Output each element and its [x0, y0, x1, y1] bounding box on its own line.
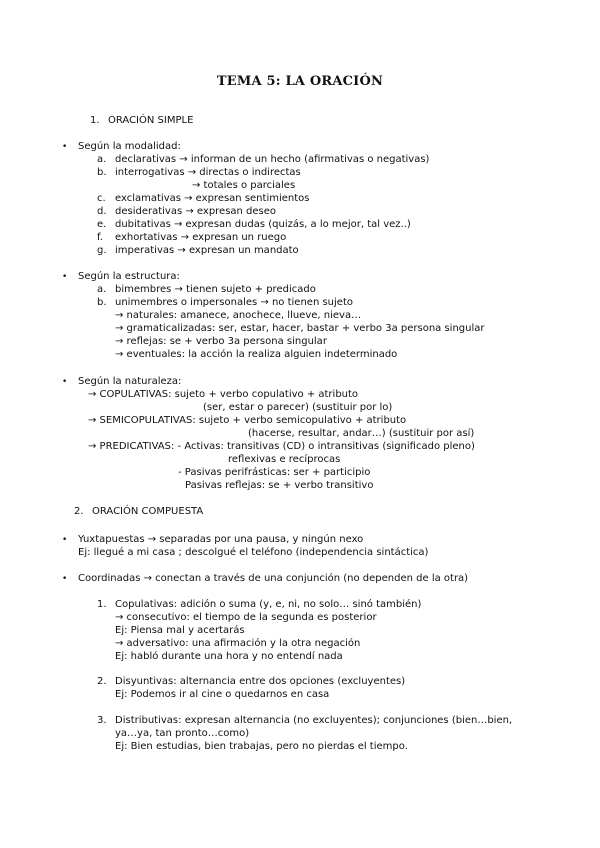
coordinadas-line: → adversativo: una afirmación y la otra negación [115, 638, 361, 649]
section1-heading: ORACIÓN SIMPLE [108, 115, 194, 126]
coordinadas-label: Coordinadas → conectan a través de una conjunción (no dependen de la otra) [78, 573, 469, 584]
coordinadas-line: Ej: Bien estudias, bien trabajas, pero no pierdas el tiempo. [115, 741, 408, 752]
list-letter: g. [97, 245, 107, 256]
yuxtapuestas-label: Yuxtapuestas → separadas por una pausa, y ningún nexo [78, 534, 364, 545]
sub-item: → reflejas: se + verbo 3a persona singular [115, 336, 327, 347]
list-letter: f. [97, 232, 103, 243]
sub-item: → eventuales: la acción la realiza alguien indeterminado [115, 349, 398, 360]
sub-item: → gramaticalizadas: ser, estar, hacer, bastar + verbo 3a persona singular [115, 323, 485, 334]
sub-item: → naturales: amanece, anochece, llueve, nieva… [115, 310, 362, 321]
coordinadas-line: Distributivas: expresan alternancia (no excluyentes); conjunciones (bien…bien, [115, 715, 513, 726]
list-item: unimembres o impersonales → no tienen sujeto [115, 297, 353, 308]
coordinadas-line: Copulativas: adición o suma (y, e, ni, no solo… sinó también) [115, 599, 422, 610]
naturaleza-line: - Pasivas perifrásticas: ser + participio [178, 467, 371, 478]
section1-number: 1. [90, 115, 100, 126]
list-letter: a. [97, 284, 107, 295]
section2-heading: ORACIÓN COMPUESTA [92, 506, 204, 517]
list-item: exhortativas → expresan un ruego [115, 232, 287, 243]
list-letter: b. [97, 167, 107, 178]
section2-number: 2. [74, 506, 84, 517]
coordinadas-line: → consecutivo: el tiempo de la segunda es posterior [115, 612, 377, 623]
modalidad-label: Según la modalidad: [78, 141, 181, 152]
list-item: exclamativas → expresan sentimientos [115, 193, 310, 204]
naturaleza-line: → PREDICATIVAS: - Activas: transitivas (CD) o intransitivas (significado pleno) [88, 441, 475, 452]
page-title: TEMA 5: LA ORACIÓN [216, 74, 384, 89]
naturaleza-line: (hacerse, resultar, andar…) (sustituir por así) [248, 428, 475, 439]
coordinadas-line: Ej: Podemos ir al cine o quedarnos en casa [115, 689, 330, 700]
naturaleza-line: reflexivas e recíprocas [228, 454, 341, 465]
coordinadas-line: Ej: habló durante una hora y no entendí nada [115, 651, 343, 662]
yuxtapuestas-example: Ej: llegué a mi casa ; descolgué el teléfono (independencia sintáctica) [78, 547, 429, 558]
list-item: desiderativas → expresan deseo [115, 206, 277, 217]
naturaleza-line: (ser, estar o parecer) (sustituir por lo) [203, 402, 393, 413]
bullet-coordinadas: • [62, 574, 68, 584]
list-item: imperativas → expresan un mandato [115, 245, 299, 256]
list-item: bimembres → tienen sujeto + predicado [115, 284, 316, 295]
list-letter: d. [97, 206, 107, 217]
bullet-naturaleza: • [62, 377, 68, 387]
list-letter: e. [97, 219, 107, 230]
list-letter: c. [97, 193, 106, 204]
bullet-estructura: • [62, 272, 68, 282]
coordinadas-line: ya…ya, tan pronto…como) [115, 728, 250, 739]
list-letter: b. [97, 297, 107, 308]
coordinadas-number: 3. [97, 715, 107, 726]
list-item: dubitativas → expresan dudas (quizás, a lo mejor, tal vez..) [115, 219, 411, 230]
naturaleza-label: Según la naturaleza: [78, 376, 182, 387]
naturaleza-line: Pasivas reflejas: se + verbo transitivo [185, 480, 374, 491]
coordinadas-number: 1. [97, 599, 107, 610]
estructura-label: Según la estructura: [78, 271, 180, 282]
list-item: interrogativas → directas o indirectas [115, 167, 301, 178]
naturaleza-line: → SEMICOPULATIVAS: sujeto + verbo semicopulativo + atributo [88, 415, 407, 426]
list-item: → totales o parciales [192, 180, 296, 191]
list-letter: a. [97, 154, 107, 165]
bullet-modalidad: • [62, 142, 68, 152]
bullet-yuxtapuestas: • [62, 535, 68, 545]
naturaleza-line: → COPULATIVAS: sujeto + verbo copulativo + atributo [88, 389, 359, 400]
coordinadas-number: 2. [97, 676, 107, 687]
coordinadas-line: Disyuntivas: alternancia entre dos opciones (excluyentes) [115, 676, 406, 687]
coordinadas-line: Ej: Piensa mal y acertarás [115, 625, 245, 636]
list-item: declarativas → informan de un hecho (afirmativas o negativas) [115, 154, 430, 165]
